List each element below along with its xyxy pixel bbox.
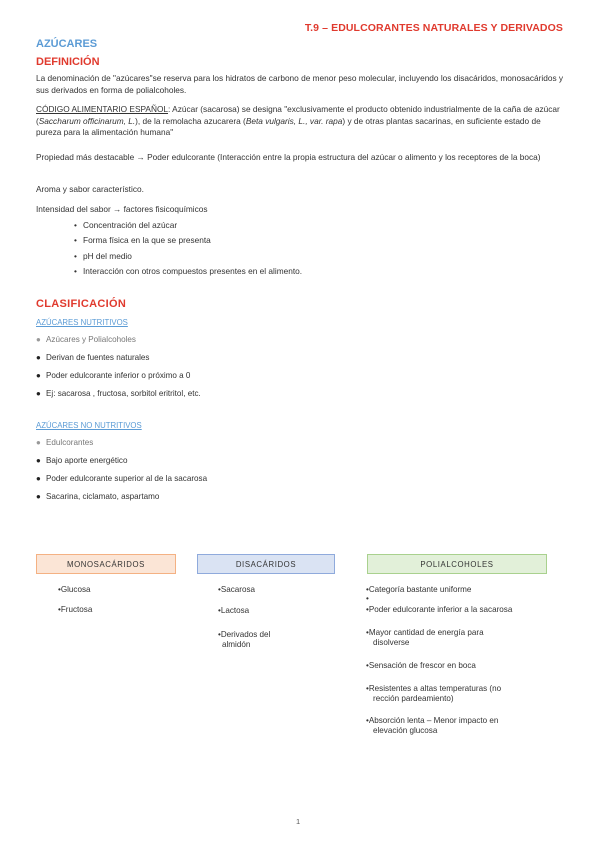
list-item: •Sensación de frescor en boca (366, 661, 476, 670)
list-item: •Absorción lenta – Menor impacto en (366, 716, 499, 725)
bullet-icon: ● (36, 353, 41, 362)
list-item-continuation: disolverse (373, 638, 410, 647)
bullet-icon: ● (36, 335, 41, 344)
list-item-continuation: almidón (222, 640, 251, 649)
code-text-c: ) y de otras plantas sacarinas, en suficiente estado de pureza para la alimentación humana" (36, 115, 541, 137)
species-cane: Saccharum officinarum, L. (38, 115, 136, 126)
page-number: 1 (296, 817, 301, 826)
list-item: ● Sacarina, ciclamato, aspartamo (36, 488, 207, 506)
polyalcohols-box: POLIALCOHOLES (367, 554, 547, 574)
bullet-icon: ● (36, 389, 41, 398)
property-paragraph: Propiedad más destacable → Poder edulcorante (Interacción entre la propia estructura del azúcar o alimento y los receptores de la boca) (36, 152, 541, 162)
list-item: ● Poder edulcorante inferior o próximo a 0 (36, 367, 201, 385)
list-item: •Sacarosa (218, 585, 256, 594)
bullet-icon: ● (36, 492, 41, 501)
definition-heading: DEFINICIÓN (36, 56, 100, 68)
nutritive-sugars-link[interactable]: AZÚCARES NUTRITIVOS (36, 318, 128, 327)
document-title: T.9 – EDULCORANTES NATURALES Y DERIVADOS (304, 22, 563, 34)
species-beet: Beta vulgaris, L., var. rapa (245, 115, 343, 126)
list-item: •Glucosa (58, 585, 91, 594)
list-item-continuation: rección pardeamiento) (373, 694, 454, 703)
list-item: • Concentración del azúcar (74, 218, 302, 233)
list-item: •Categoría bastante uniforme (366, 585, 472, 594)
classification-heading: CLASIFICACIÓN (36, 298, 127, 310)
bullet-icon: ● (36, 456, 41, 465)
list-item: •Mayor cantidad de energía para (366, 628, 484, 637)
factors-list (74, 218, 302, 280)
bullet-icon: ● (36, 474, 41, 483)
list-item: • Forma física en la que se presenta (74, 233, 302, 248)
code-text-b: ), de la remolacha azucarera ( (135, 115, 246, 126)
list-item: • Interacción con otros compuestos presentes en el alimento. (74, 264, 302, 279)
code-paragraph (36, 104, 566, 139)
list-item: ● Azúcares y Polialcoholes (36, 331, 201, 349)
list-item: • (366, 594, 369, 603)
sugars-heading: AZÚCARES (36, 38, 98, 50)
nonnutritive-sugars-link[interactable]: AZÚCARES NO NUTRITIVOS (36, 421, 142, 430)
list-item: ● Ej: sacarosa , fructosa, sorbitol eritritol, etc. (36, 385, 201, 403)
definition-paragraph: La denominación de "azúcares"se reserva para los hidratos de carbono de menor peso molecular, incluyendo los disacáridos, monosacáridos y sus derivados en forma de polialcoholes. (36, 73, 564, 95)
code-label: CÓDIGO ALIMENTARIO ESPAÑOL (36, 104, 169, 114)
list-item: ● Poder edulcorante superior al de la sacarosa (36, 470, 207, 488)
list-item: ● Derivan de fuentes naturales (36, 349, 201, 367)
bullet-icon: ● (36, 371, 41, 380)
list-item: ● Edulcorantes (36, 434, 207, 452)
nonnutritive-list (36, 434, 207, 506)
list-item: •Derivados del (218, 630, 271, 639)
code-text-a: : Azúcar (sacarosa) se designa "exclusivamente el producto obtenido industrialmente de la caña de azúcar ( (36, 104, 560, 126)
list-item: •Fructosa (58, 605, 93, 614)
aroma-paragraph: Aroma y sabor característico. (36, 184, 144, 194)
intensity-paragraph: Intensidad del sabor → factores fisicoquímicos (36, 204, 208, 214)
disaccharides-box: DISACÁRIDOS (197, 554, 335, 574)
bullet-icon: ● (36, 438, 41, 447)
monosaccharides-box: MONOSACÁRIDOS (36, 554, 176, 574)
list-item-continuation: elevación glucosa (373, 726, 438, 735)
list-item: •Resistentes a altas temperaturas (no (366, 684, 502, 693)
list-item: •Poder edulcorante inferior a la sacarosa (366, 605, 513, 614)
nutritive-list (36, 331, 201, 403)
list-item: • pH del medio (74, 249, 302, 264)
list-item: •Lactosa (218, 606, 250, 615)
list-item: ● Bajo aporte energético (36, 452, 207, 470)
